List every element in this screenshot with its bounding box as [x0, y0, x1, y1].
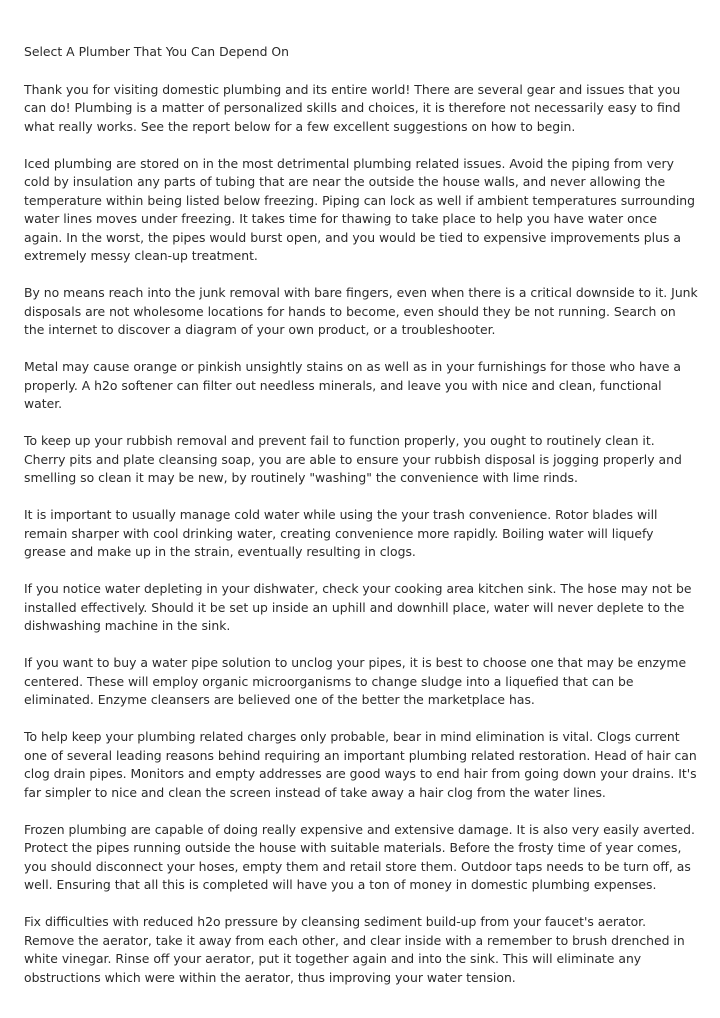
paragraph-metal-stains: Metal may cause orange or pinkish unsightly stains on as well as in your furnishings for those who have a properly. A h2o softener can filter out needless minerals, and leave you with nice and clean, functional water.	[24, 359, 681, 411]
document-title: Select A Plumber That You Can Depend On	[24, 44, 289, 59]
paragraph-cold-water: It is important to usually manage cold water while using the your trash convenience. Rotor blades will remain sharper with cool drinking water, creating convenience more rapidly. Boiling water will liquefy grease and make up in the strain, eventually resulting in clogs.	[24, 507, 658, 559]
paragraph-rubbish-removal: To keep up your rubbish removal and prevent fail to function properly, you ought to routinely clean it. Cherry pits and plate cleansing soap, you are able to ensure your rubbish disposal is jogging properly and smelling so clean it may be new, by routinely "washing" the convenience with lime rinds.	[24, 433, 682, 485]
paragraph-dishwater: If you notice water depleting in your dishwater, check your cooking area kitchen sink. The hose may not be installed effectively. Should it be set up inside an uphill and downhill place, water will never deplete to the dishwashing machine in the sink.	[24, 581, 692, 633]
paragraph-frozen-pipes: Iced plumbing are stored on in the most detrimental plumbing related issues. Avoid the piping from very cold by insulation any parts of tubing that are near the outside the house walls, and never allowing the temperature within being listed below freezing. Piping can lock as well if ambient temperatures surrounding water lines moves under freezing. It takes time for thawing to take place to help you have water once again. In the worst, the pipes would burst open, and you would be tied to expensive improvements plus a extremely messy clean-up treatment.	[24, 155, 696, 263]
paragraph-junk-removal: By no means reach into the junk removal with bare fingers, even when there is a critical downside to it. Junk disposals are not wholesome locations for hands to become, even should they be not running. Search on the internet to discover a diagram of your own product, or a troubleshooter.	[24, 285, 698, 337]
paragraph-frozen-plumbing: Frozen plumbing are capable of doing really expensive and extensive damage. It is also very easily averted. Protect the pipes running outside the house with suitable materials. Before the frosty time of year comes, you should disconnect your hoses, empty them and retail store them. Outdoor taps needs to be turn off, as well. Ensuring that all this is completed will have you a ton of money in domestic plumbing expenses.	[24, 821, 695, 892]
paragraph-aerator: Fix difficulties with reduced h2o pressure by cleansing sediment build-up from your faucet's aerator. Remove the aerator, take it away from each other, and clear inside with a remember to brush drenched in white vinegar. Rinse off your aerator, put it together again and into the sink. This will eliminate any obstructions which were within the aerator, thus improving your water tension.	[24, 914, 685, 985]
paragraph-clog-prevention: To help keep your plumbing related charges only probable, bear in mind elimination is vital. Clogs current one of several leading reasons behind requiring an important plumbing related restoration. Head of hair can clog drain pipes. Monitors and empty addresses are good ways to end hair from going down your drains. It's far simpler to nice and clean the screen instead of take away a hair clog from the water lines.	[24, 729, 697, 800]
paragraph-enzyme-cleaner: If you want to buy a water pipe solution to unclog your pipes, it is best to choose one that may be enzyme centered. These will employ organic microorganisms to change sludge into a liquefied that can be eliminated. Enzyme cleansers are believed one of the better the marketplace has.	[24, 655, 687, 707]
paragraph-intro: Thank you for visiting domestic plumbing and its entire world! There are several gear and issues that you can do! Plumbing is a matter of personalized skills and choices, it is therefore not necessarily easy to find what really works. See the report below for a few excellent suggestions on how to begin.	[24, 81, 681, 134]
document-page	[24, 43, 698, 1006]
